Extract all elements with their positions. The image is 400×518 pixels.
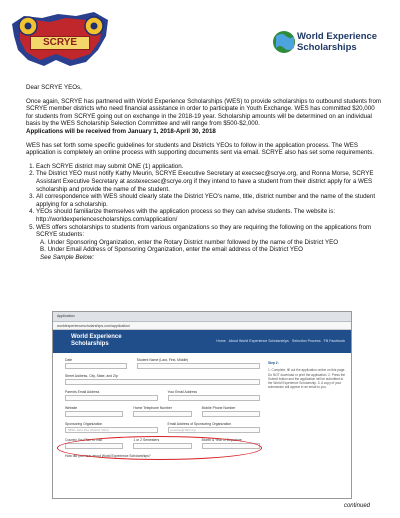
site-header <box>53 330 351 353</box>
address-bar[interactable]: worldexperiencescholarships.com/application/ <box>53 322 351 330</box>
date-field[interactable] <box>65 363 127 369</box>
letterhead <box>0 0 400 80</box>
your-email-field[interactable] <box>168 395 261 401</box>
site-logo[interactable]: World Experience Scholarships <box>71 334 122 347</box>
step-text: 1. Complete, fill out the application online on this page. Do NOT download or print the application. 2. Press the Submit button and the application will be submitted to the World Experience Scholarship. 3. A copy of your submission will appear in an email to you. <box>268 368 346 390</box>
highlight-ellipse <box>57 436 262 460</box>
paragraph-guidelines: WES has set forth some specific guidelines for students and Districts YEOs to follow in the application process. The WES application is completely an online process with supporting documents sent via email. SCRYE also has set some requirements. <box>26 141 374 157</box>
list-item: 3. All correspondence with WES should clearly state the District YEO's name, title, district number and the name of the student applying for a scholarship. <box>36 193 382 208</box>
site-nav <box>216 339 345 343</box>
list-item: 5. WES offers scholarships to students from various organizations so they are requiring the following on the applications from SCRYE students: <box>36 224 382 239</box>
list-item: 1. Each SCRYE district may submit ONE (1) application. <box>36 163 382 171</box>
application-dates: Applications will be received from January 1, 2018-April 30, 2018 <box>26 127 216 135</box>
browser-tab-bar <box>53 312 351 322</box>
mobile-phone-field[interactable] <box>202 411 260 417</box>
requirements-list <box>36 163 382 239</box>
nav-facebook[interactable]: FB Facebook <box>323 339 345 343</box>
parents-email-field[interactable] <box>65 395 158 401</box>
salutation: Dear SCRYE YEOs, <box>26 84 82 91</box>
how-heard-question: How did you hear about World Experience Scholarships? <box>65 454 151 458</box>
instructions-sidebar <box>268 358 348 390</box>
nav-about[interactable]: About World Experience Scholarships <box>228 339 289 343</box>
application-form: Date Student Name (Last, First, Middle) Street Address, City, State, and Zip Parents Email Address Your Email Address Website Home Telephone Number Mobile Phone Number Sponsoring Organization 5890- Jane Doe (District YEO) Email Address of Sponsoring Organization janedoe@YEO.org Country You Plan to Visit 1 or 2 Semesters Month & Year of Departure How did you hear about World Experience Scholarships? <box>65 358 260 459</box>
sponsoring-email-field[interactable]: janedoe@YEO.org <box>168 427 261 433</box>
letter-body <box>26 84 382 261</box>
step-heading: Step 2: <box>268 361 279 365</box>
sub-item-a: A. Under Sponsoring Organization, enter the Rotary District number followed by the name of the District YEO <box>40 238 339 246</box>
nav-selection[interactable]: Selection Process <box>291 339 321 343</box>
application-screenshot <box>52 311 352 499</box>
browser-tab[interactable]: Application <box>57 314 75 318</box>
continued-note: continued <box>343 503 370 509</box>
list-item: 2. The District YEO must notify Kathy Meurin, SCRYE Executive Secretary at execsec@scrye.org, and Ronna Morse, SCRYE Assistant Executive Secretary at asstexecsec@scrye.org if they intend to have a student from their district apply for a WES scholarship and provide the name of the student. <box>36 170 382 193</box>
website-field[interactable] <box>65 411 123 417</box>
student-name-field[interactable] <box>137 363 260 369</box>
sample-caption: See Sample Below: <box>40 253 94 261</box>
sponsoring-org-field[interactable]: 5890- Jane Doe (District YEO) <box>65 427 158 433</box>
scrye-logo-label: SCRYE <box>30 36 90 50</box>
address-field[interactable] <box>65 379 260 385</box>
wes-logo-text: World Experience Scholarships <box>297 31 378 53</box>
sub-item-b: B. Under Email Address of Sponsoring Organization, enter the email address of the District YEO <box>40 246 303 254</box>
home-phone-field[interactable] <box>133 411 191 417</box>
paragraph-partnership: Once again, SCRYE has partnered with World Experience Scholarships (WES) to provide scholarships to outbound students from SCRYE member districts who need financial assistance in order to participate in Youth Exchange. WES has committed $20,000 for students from SCRYE going out on exchange in the 2018-19 year. Scholarship amounts will be determined on an individual basis by the WES Scholarship Selection Committee and will range from $500-$2,000. Applications will be received from January 1, 2018-April 30, 2018 <box>26 97 382 135</box>
list-item: 4. YEOs should familiarize themselves with the application process so they can advise students. The website is: http://worldexperiencescholarships.com/application/ <box>36 208 382 223</box>
nav-home[interactable]: Home <box>216 339 226 343</box>
